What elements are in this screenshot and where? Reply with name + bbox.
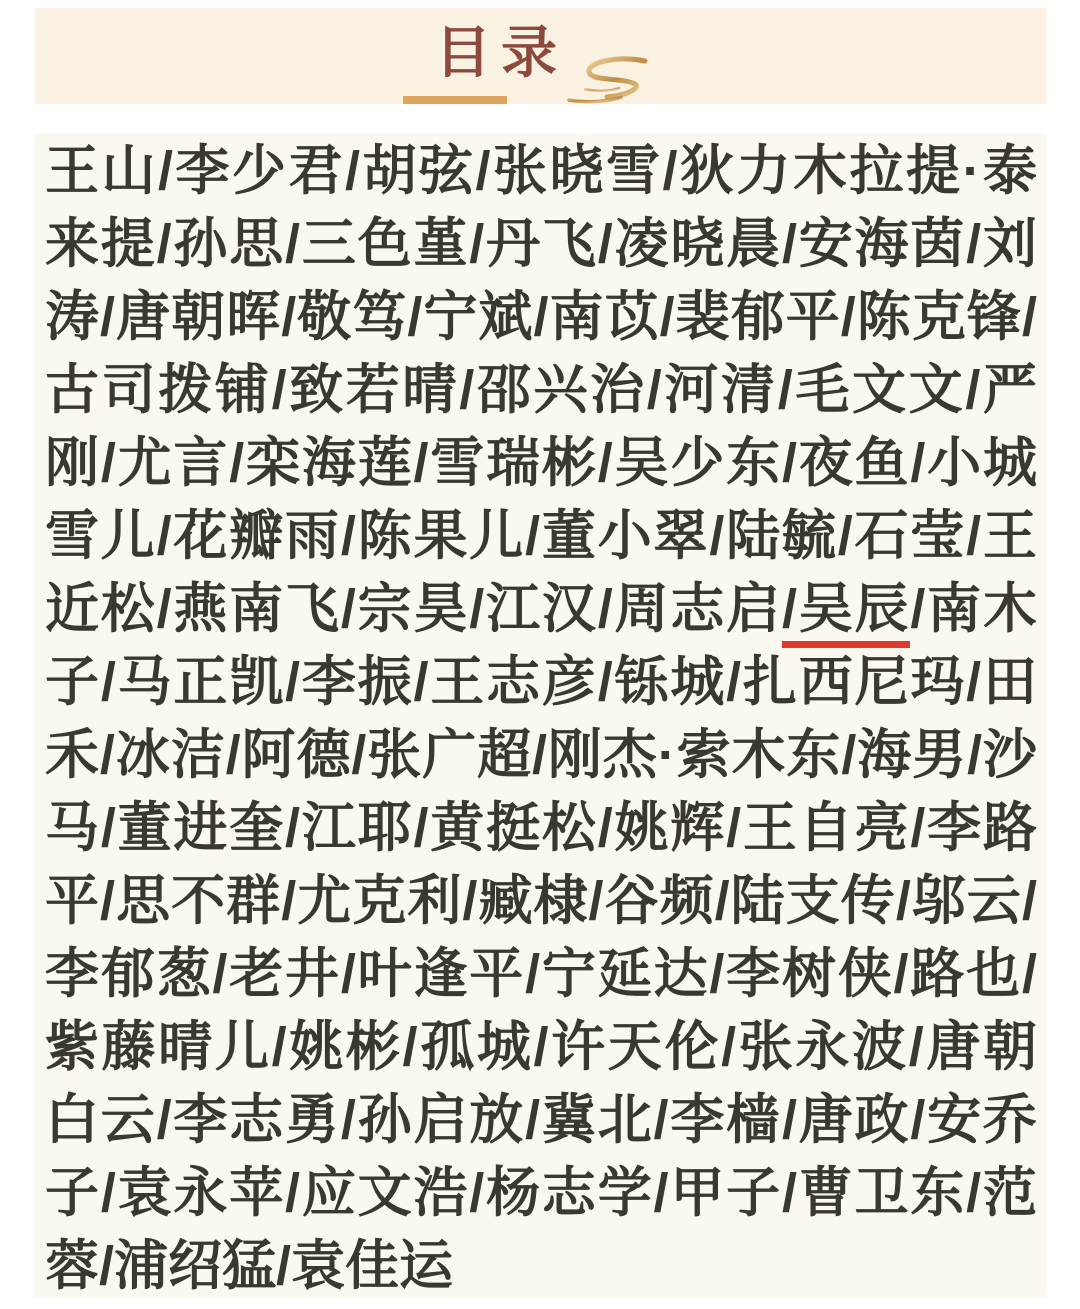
names-paragraph: 王山/李少君/胡弦/张晓雪/狄力木拉提·泰来提/孙思/三色堇/丹飞/凌晓晨/安海茵/刘涛/唐朝晖/敬笃/宁斌/南苡/裴郁平/陈克锋/古司拨铺/致若晴/邵兴治/河清/毛文文/严刚/尤言/栾海莲/雪瑞彬/吴少东/夜鱼/小城雪儿/花瓣雨/陈果儿/董小翠/陆毓/石莹/王近松/燕南飞/宗昊/江汉/周志启/吴辰/南木子/马正凯/李振/王志彦/铄城/扎西尼玛/田禾/冰洁/阿德/张广超/刚杰·索木东/海男/沙马/董进奎/江耶/黄挺松/姚辉/王自亮/李路平/思不群/尤克利/臧棣/谷频/陆支传/邬云/李郁葱/老井/叶逢平/宁延达/李树侠/路也/紫藤晴儿/姚彬/孤城/许天伦/张永波/唐朝白云/李志勇/孙启放/冀北/李樯/唐政/安乔子/袁永苹/应文浩/杨志学/甲子/曹卫东/范蓉/浦绍猛/袁佳运: [45, 141, 1037, 1296]
title-wrap: [35, 8, 1047, 104]
gold-swirl-icon: [557, 56, 651, 104]
title-underline-bar: [403, 96, 507, 104]
toc-section: [35, 133, 1047, 1297]
header-section: [35, 8, 1047, 104]
highlighted-name: /吴辰: [782, 579, 910, 648]
page-title: 目录: [435, 21, 567, 84]
